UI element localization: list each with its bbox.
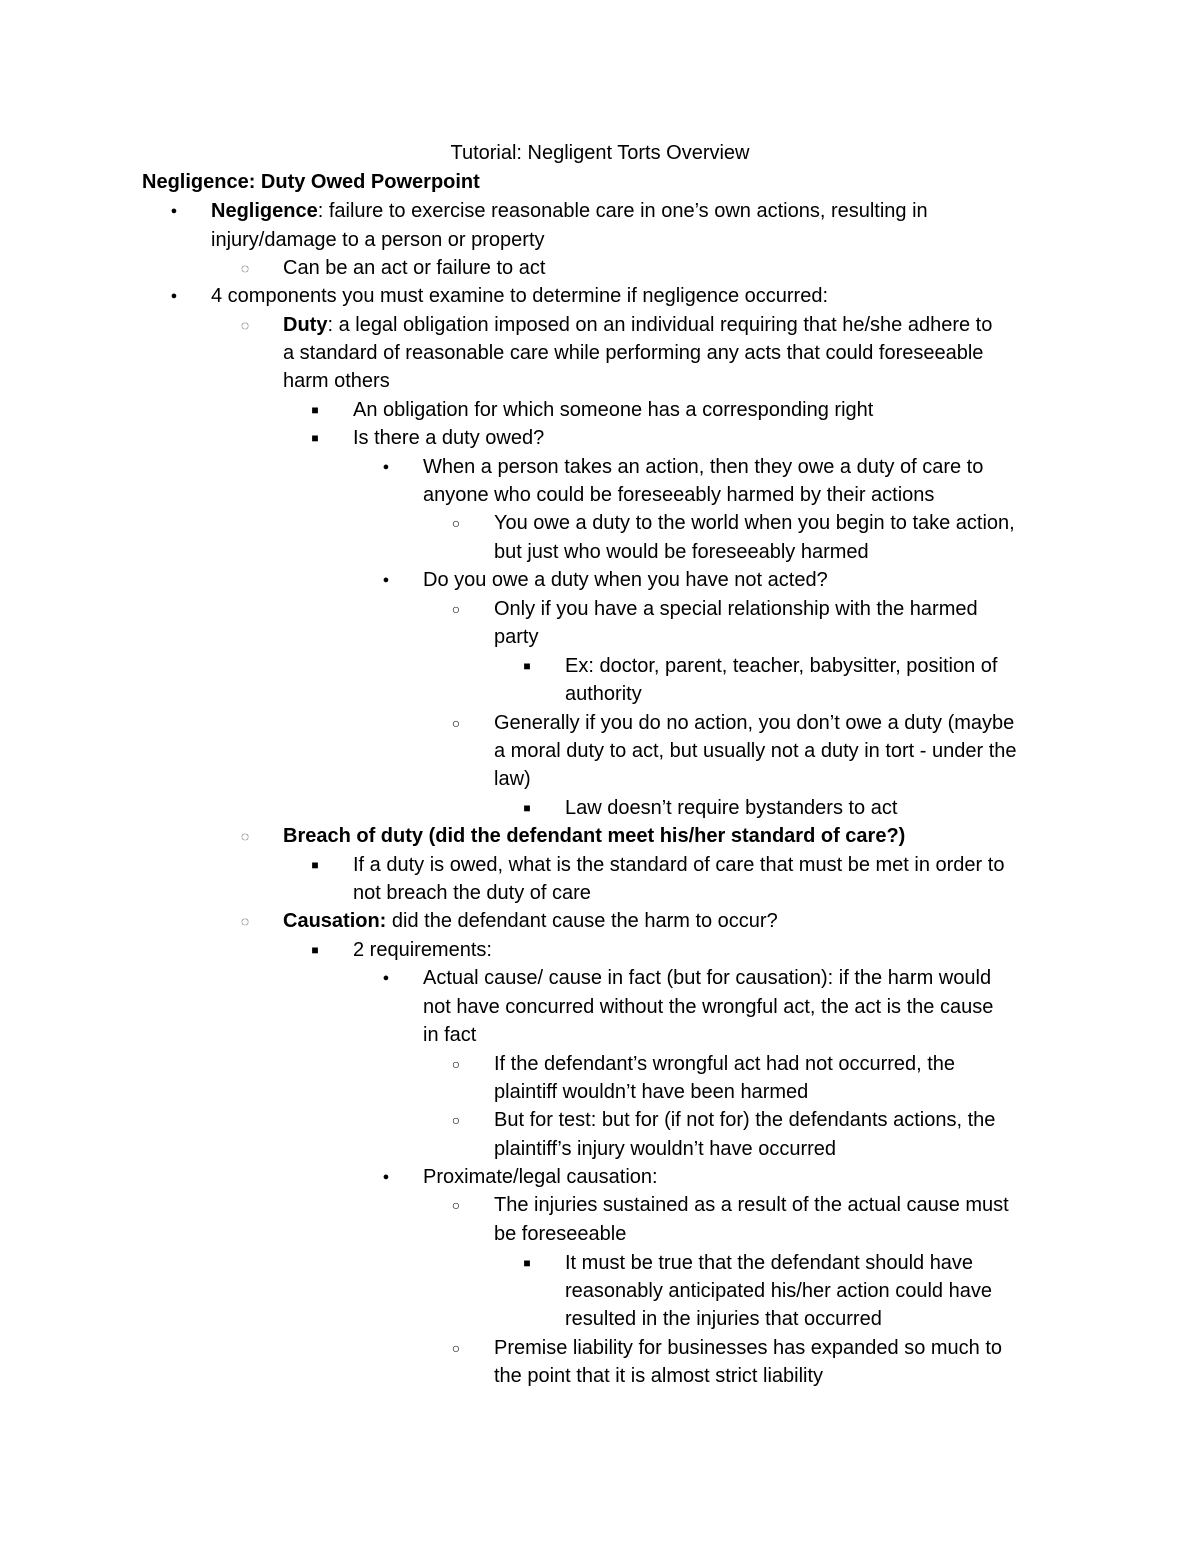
bold-term: Breach of duty (did the defendant meet his/her standard of care?)	[283, 825, 906, 847]
line-text: party	[494, 626, 539, 648]
line-text: in fact	[423, 1024, 477, 1046]
line-text: An obligation for which someone has a corresponding right	[353, 399, 874, 421]
line-text: 4 components you must examine to determine if negligence occurred:	[211, 285, 829, 307]
list-item-line	[283, 312, 992, 338]
disc-bullet-icon: ●	[170, 290, 178, 302]
disc-bullet-icon: ●	[170, 205, 178, 217]
list-item-line	[494, 1192, 1009, 1218]
list-item-line	[494, 738, 1017, 764]
disc-bullet-icon: ●	[382, 1171, 390, 1183]
dotted-circle-bullet-icon: ◌	[240, 317, 250, 333]
list-item-line	[565, 1278, 992, 1304]
list-item-line	[283, 823, 905, 849]
list-item-line	[423, 1164, 658, 1190]
list-item-line	[423, 994, 993, 1020]
line-text: reasonably anticipated his/her action could have	[565, 1280, 992, 1302]
square-bullet-icon: ■	[523, 801, 531, 815]
circle-bullet-icon: ○	[451, 1197, 461, 1213]
circle-bullet-icon: ○	[451, 1112, 461, 1128]
list-item-line	[283, 255, 545, 281]
dotted-circle-bullet-icon: ◌	[240, 828, 250, 844]
square-bullet-icon: ■	[523, 659, 531, 673]
line-text: But for test: but for (if not for) the defendants actions, the	[494, 1109, 996, 1131]
list-item-line	[283, 908, 778, 934]
line-text: plaintiff’s injury wouldn’t have occurred	[494, 1138, 837, 1160]
line-text: Ex: doctor, parent, teacher, babysitter, position of	[565, 655, 998, 677]
list-item-line	[494, 1079, 808, 1105]
list-item-line	[423, 1022, 476, 1048]
line-text: plaintiff wouldn’t have been harmed	[494, 1081, 809, 1103]
square-bullet-icon: ■	[311, 431, 319, 445]
circle-bullet-icon: ○	[451, 601, 461, 617]
line-text: Is there a duty owed?	[353, 427, 545, 449]
line-text: The injuries sustained as a result of the actual cause must	[494, 1194, 1009, 1216]
line-text: Law doesn’t require bystanders to act	[565, 797, 898, 819]
line-text: law)	[494, 768, 531, 790]
line-text: If the defendant’s wrongful act had not occurred, the	[494, 1053, 956, 1075]
document-title: Tutorial: Negligent Torts Overview	[450, 142, 750, 164]
line-text: injury/damage to a person or property	[211, 229, 545, 251]
line-text: harm others	[283, 370, 390, 392]
line-text: : failure to exercise reasonable care in one’s own actions, resulting in	[317, 200, 928, 222]
list-item-line	[565, 795, 897, 821]
list-item-line	[565, 1250, 973, 1276]
line-text: : a legal obligation imposed on an individual requiring that he/she adhere to	[327, 314, 993, 336]
list-item-line	[565, 681, 642, 707]
circle-bullet-icon: ○	[451, 1340, 461, 1356]
list-item-line	[494, 510, 1015, 536]
list-item-line	[211, 198, 928, 224]
list-item-line	[353, 425, 544, 451]
list-item-line	[494, 624, 538, 650]
line-text: If a duty is owed, what is the standard of care that must be met in order to	[353, 854, 1005, 876]
list-item-line	[494, 1221, 626, 1247]
circle-bullet-icon: ○	[451, 515, 461, 531]
list-item-line	[494, 1363, 823, 1389]
line-text: Generally if you do no action, you don’t owe a duty (maybe	[494, 712, 1015, 734]
square-bullet-icon: ■	[311, 403, 319, 417]
circle-bullet-icon: ○	[451, 715, 461, 731]
list-item-line	[353, 937, 492, 963]
list-item-line	[494, 1136, 836, 1162]
list-item-line	[353, 397, 873, 423]
line-text: You owe a duty to the world when you begin to take action,	[494, 512, 1015, 534]
list-item-line	[423, 482, 934, 508]
square-bullet-icon: ■	[523, 1256, 531, 1270]
disc-bullet-icon: ●	[382, 461, 390, 473]
line-text: but just who would be foreseeably harmed	[494, 541, 869, 563]
line-text: Do you owe a duty when you have not acted?	[423, 569, 828, 591]
list-item-line	[494, 539, 869, 565]
disc-bullet-icon: ●	[382, 574, 390, 586]
list-item-line	[423, 454, 983, 480]
list-item-line	[494, 1107, 995, 1133]
list-item-line	[283, 368, 390, 394]
list-item-line	[565, 1306, 882, 1332]
line-text: authority	[565, 683, 642, 705]
line-text: Premise liability for businesses has expanded so much to	[494, 1337, 1003, 1359]
square-bullet-icon: ■	[311, 943, 319, 957]
dotted-circle-bullet-icon: ◌	[240, 913, 250, 929]
section-heading: Negligence: Duty Owed Powerpoint	[142, 171, 480, 193]
bold-term: Duty	[283, 314, 328, 336]
list-item-line	[494, 710, 1014, 736]
line-text: a standard of reasonable care while performing any acts that could foreseeable	[283, 342, 984, 364]
line-text: Actual cause/ cause in fact (but for causation): if the harm would	[423, 967, 992, 989]
list-item-line	[494, 766, 531, 792]
line-text: not breach the duty of care	[353, 882, 591, 904]
circle-bullet-icon: ○	[451, 1056, 461, 1072]
line-text: When a person takes an action, then they owe a duty of care to	[423, 456, 984, 478]
line-text: the point that it is almost strict liability	[494, 1365, 824, 1387]
list-item-line	[353, 880, 591, 906]
line-text: be foreseeable	[494, 1223, 627, 1245]
square-bullet-icon: ■	[311, 858, 319, 872]
dotted-circle-bullet-icon: ◌	[240, 260, 250, 276]
line-text: Proximate/legal causation:	[423, 1166, 658, 1188]
list-item-line	[494, 596, 978, 622]
list-item-line	[283, 340, 983, 366]
list-item-line	[423, 567, 828, 593]
list-item-line	[494, 1335, 1002, 1361]
line-text: did the defendant cause the harm to occur?	[386, 910, 778, 932]
line-text: a moral duty to act, but usually not a duty in tort - under the	[494, 740, 1017, 762]
list-item-line	[211, 227, 545, 253]
line-text: Only if you have a special relationship with the harmed	[494, 598, 978, 620]
list-item-line	[423, 965, 991, 991]
list-item-line	[565, 653, 997, 679]
disc-bullet-icon: ●	[382, 972, 390, 984]
line-text: not have concurred without the wrongful act, the act is the cause	[423, 996, 994, 1018]
line-text: It must be true that the defendant should have	[565, 1252, 974, 1274]
list-item-line	[353, 852, 1004, 878]
bold-term: Negligence	[211, 200, 318, 222]
line-text: anyone who could be foreseeably harmed by their actions	[423, 484, 935, 506]
line-text: 2 requirements:	[353, 939, 492, 961]
list-item-line	[494, 1051, 955, 1077]
line-text: Can be an act or failure to act	[283, 257, 546, 279]
list-item-line	[211, 283, 828, 309]
bold-term: Causation:	[283, 910, 387, 932]
line-text: resulted in the injuries that occurred	[565, 1308, 882, 1330]
